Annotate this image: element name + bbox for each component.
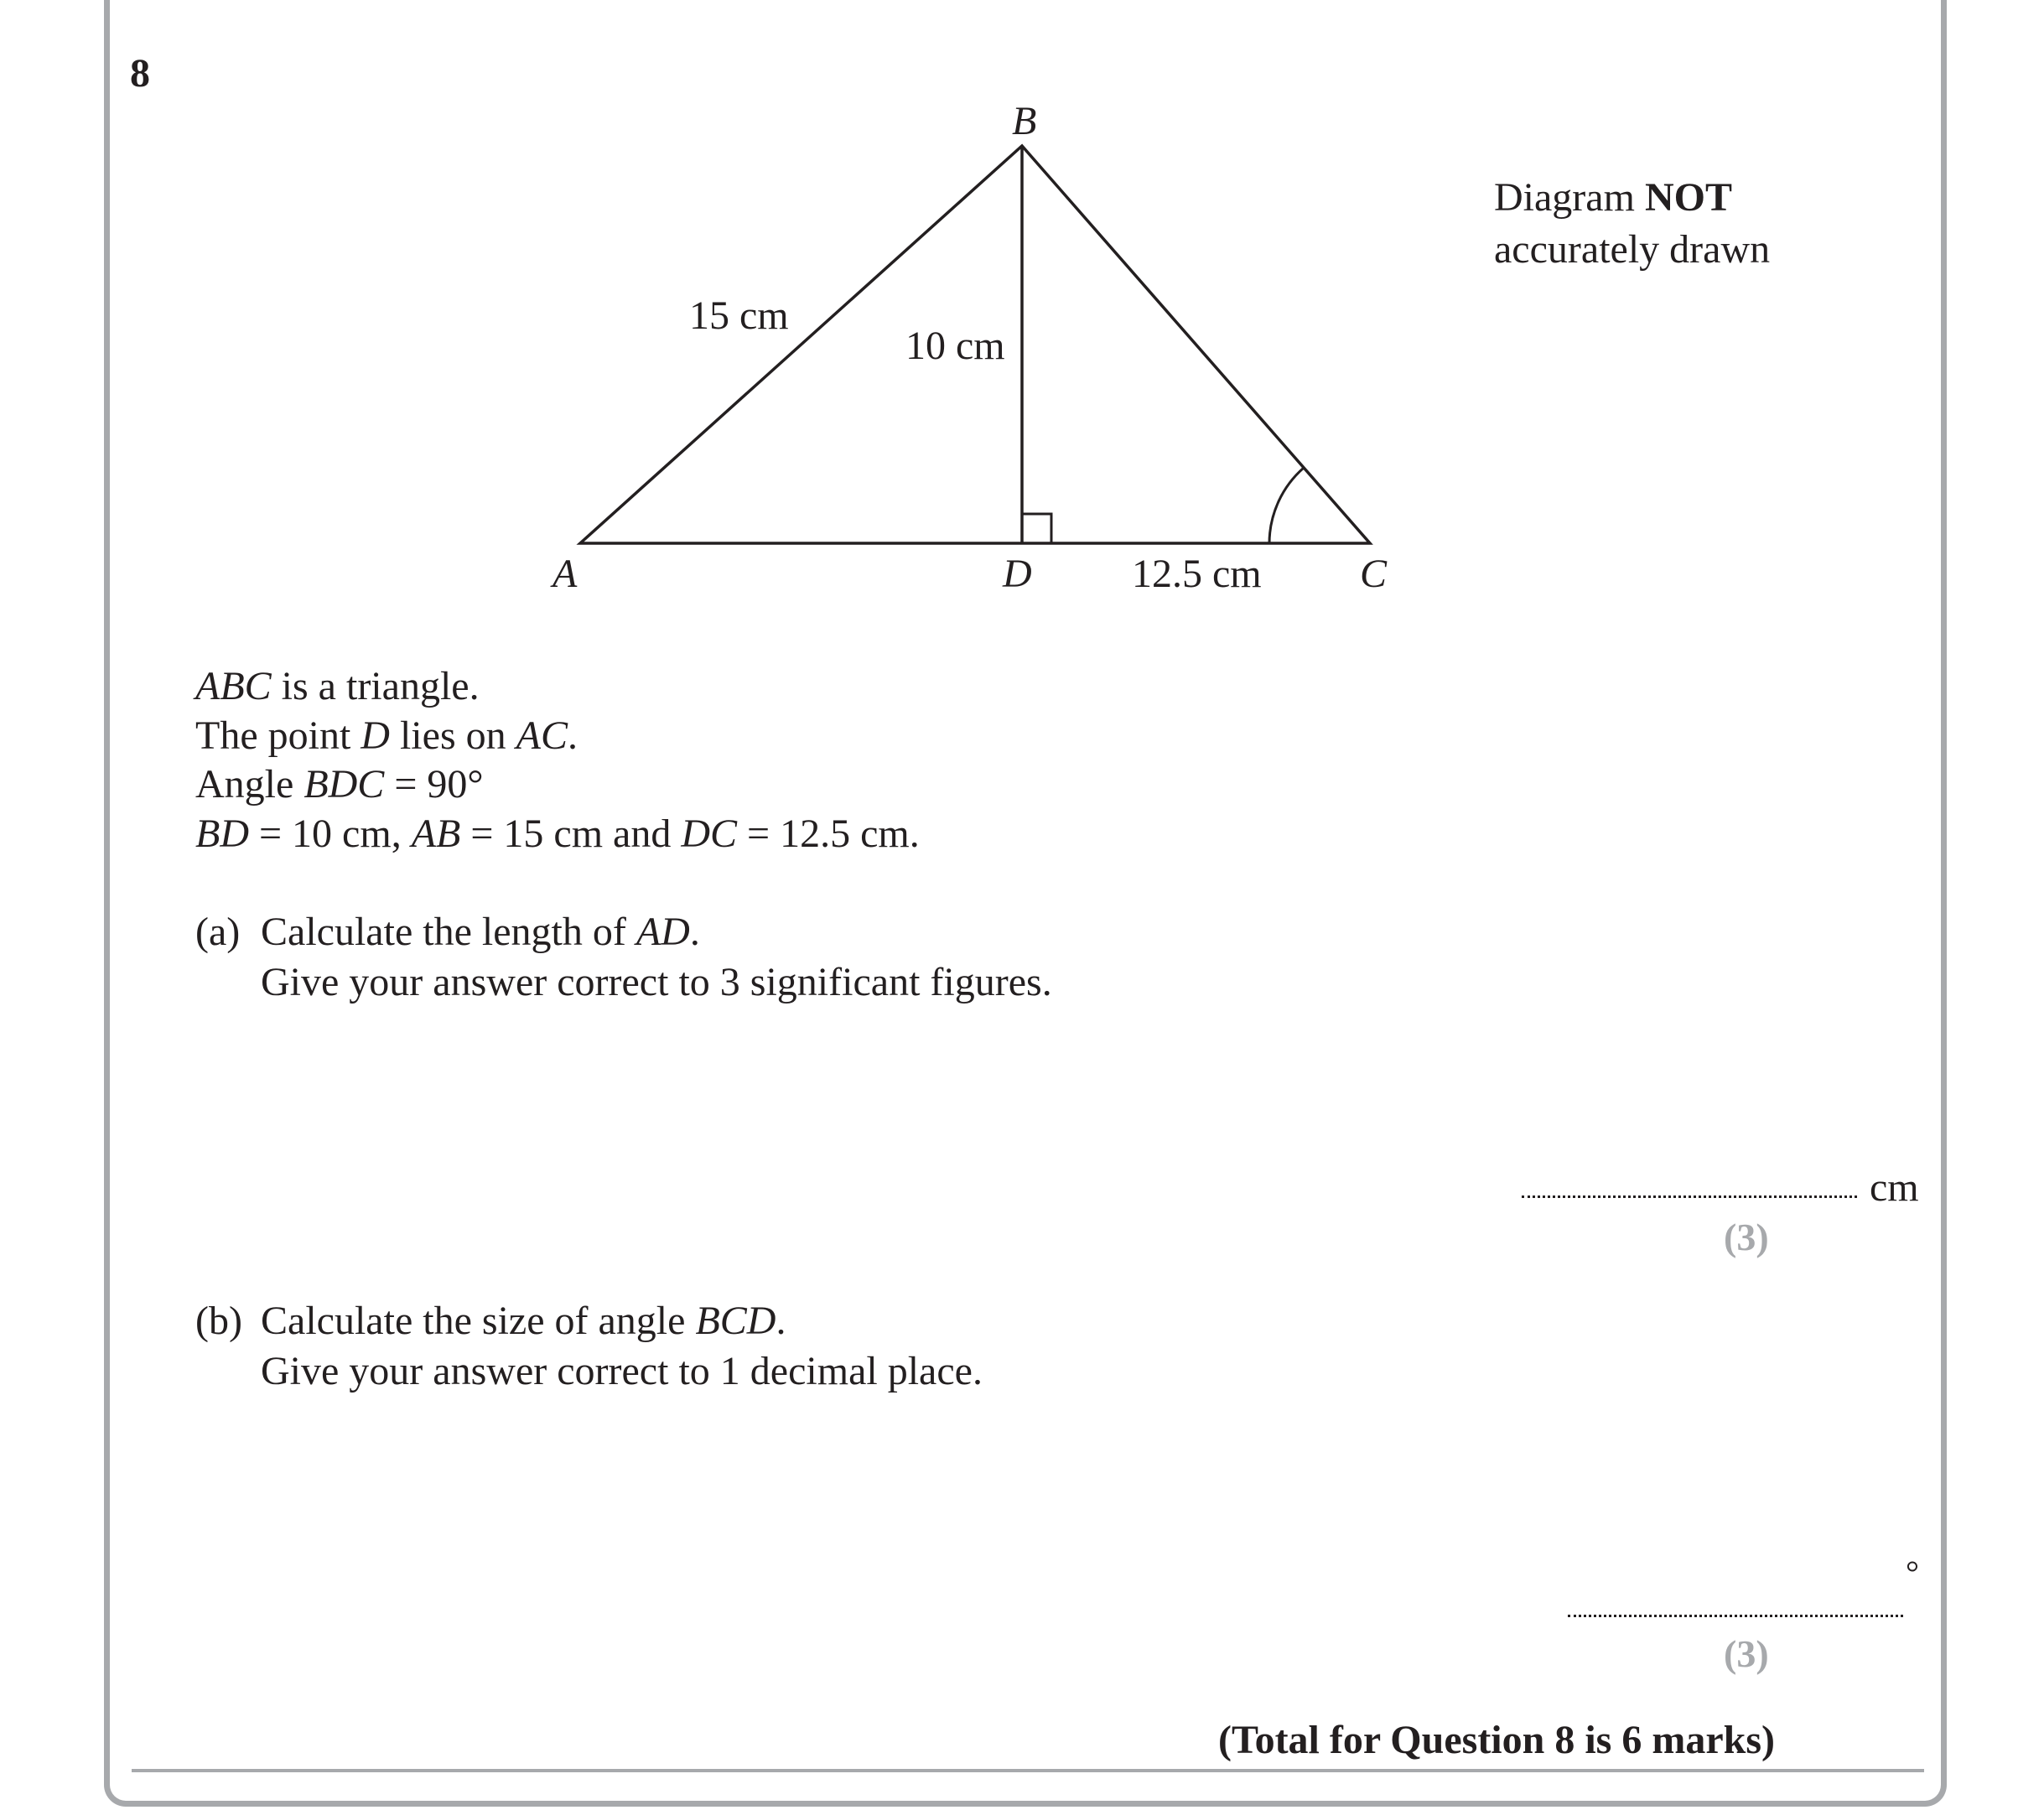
vertex-label-b: B [1012, 99, 1037, 143]
part-a-line-1: (a) Calculate the length of AD. [195, 907, 1052, 957]
marks-a: (3) [1724, 1216, 1769, 1258]
part-a [195, 907, 1052, 1008]
triangle-diagram [0, 0, 2044, 637]
stem-line-4: BD = 10 cm, AB = 15 cm and DC = 12.5 cm. [195, 811, 920, 856]
part-a-line-2: Give your answer correct to 3 significant figures. [261, 960, 1052, 1004]
part-b-line-1: (b) Calculate the size of angle BCD. [195, 1296, 983, 1346]
stem-line-3: Angle BDC = 90° [195, 762, 484, 806]
answer-line-a[interactable] [1522, 1195, 1857, 1198]
part-b-label: (b) [195, 1299, 242, 1343]
edge-label-ab: 15 cm [689, 293, 789, 338]
bottom-rule [132, 1769, 1924, 1772]
angle-c-arc [1269, 468, 1304, 543]
part-a-label: (a) [195, 910, 241, 954]
question-number: 8 [130, 51, 150, 96]
answer-unit-a: cm [1870, 1165, 1919, 1210]
stem-line-1: ABC is a triangle. [195, 664, 480, 708]
part-b-line-2: Give your answer correct to 1 decimal place. [261, 1349, 983, 1393]
vertex-label-d: D [1003, 552, 1032, 596]
edge-label-dc: 12.5 cm [1132, 552, 1262, 596]
diagram-note [1494, 172, 1770, 276]
answer-line-b[interactable] [1568, 1615, 1903, 1617]
vertex-label-a: A [553, 552, 578, 596]
diagram-note-line2: accurately drawn [1494, 227, 1771, 272]
stem-line-2: The point D lies on AC. [195, 713, 578, 758]
part-b [195, 1296, 983, 1397]
right-angle-marker [1022, 514, 1051, 543]
question-stem [195, 662, 920, 858]
edge-label-bd: 10 cm [905, 324, 1005, 368]
marks-b: (3) [1724, 1632, 1769, 1675]
answer-unit-b: ° [1906, 1553, 1919, 1591]
total-marks: (Total for Question 8 is 6 marks) [1217, 1718, 1775, 1762]
diagram-note-line1: Diagram NOT [1494, 175, 1732, 220]
vertex-label-c: C [1360, 552, 1388, 596]
